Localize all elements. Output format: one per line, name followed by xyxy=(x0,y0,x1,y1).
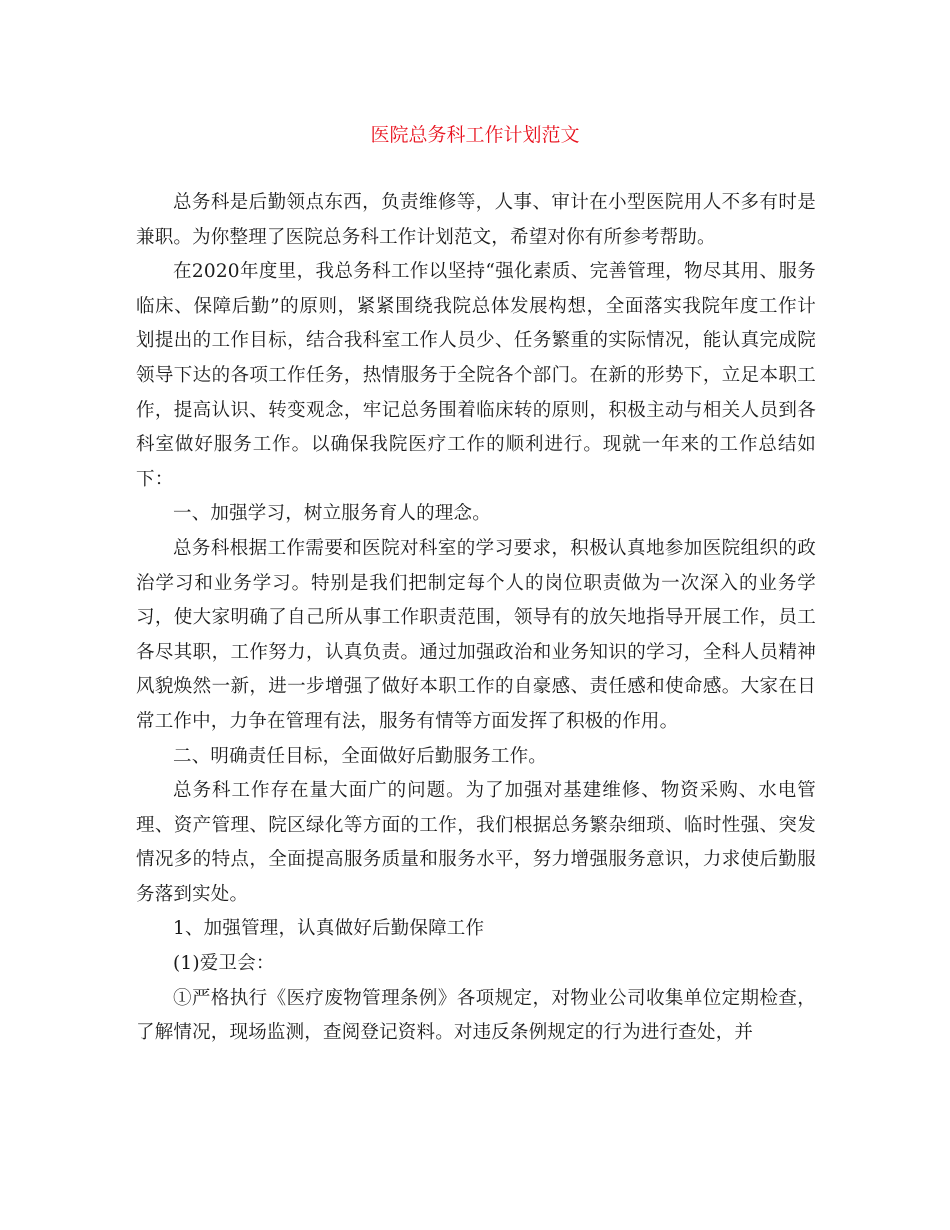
paragraph-medical-waste: ①严格执行《医疗废物管理条例》各项规定，对物业公司收集单位定期检查，了解情况，现场监测，查阅登记资料。对违反条例规定的行为进行查处，并 xyxy=(136,987,816,1044)
document-body xyxy=(136,186,816,1051)
paragraph-intro: 总务科是后勤领点东西，负责维修等，人事、审计在小型医院用人不多有时是兼职。为你整理了医院总务科工作计划范文，希望对你有所参考帮助。 xyxy=(136,192,816,248)
paragraph-overview: 在2020年度里，我总务科工作以坚持“强化素质、完善管理，物尽其用、服务临床、保障后勤”的原则，紧紧围绕我院总体发展构想，全面落实我院年度工作计划提出的工作目标，结合我科室工作人员少、任务繁重的实际情况，能认真完成院领导下达的各项工作任务，热情服务于全院各个部门。在新的形势下，立足本职工作，提高认识、转变观念，牢记总务围着临床转的原则，积极主动与相关人员到各科室做好服务工作。以确保我院医疗工作的顺利进行。现就一年来的工作总结如下： xyxy=(136,261,816,490)
section-heading-1: 一、加强学习，树立服务育人的理念。 xyxy=(173,503,491,525)
section-heading-2: 二、明确责任目标，全面做好后勤服务工作。 xyxy=(173,745,548,767)
item-heading-1: (1)爱卫会： xyxy=(173,953,275,975)
paragraph-responsibility: 总务科工作存在量大面广的问题。为了加强对基建维修、物资采购、水电管理、资产管理、院区绿化等方面的工作，我们根据总务繁杂细琐、临时性强、突发情况多的特点，全面提高服务质量和服务水平，努力增强服务意识，力求使后勤服务落到实处。 xyxy=(136,780,816,905)
document-title: 医院总务科工作计划范文 xyxy=(370,124,580,146)
subsection-heading-1: 1、加强管理，认真做好后勤保障工作 xyxy=(173,918,485,940)
paragraph-study: 总务科根据工作需要和医院对科室的学习要求，积极认真地参加医院组织的政治学习和业务学习。特别是我们把制定每个人的岗位职责做为一次深入的业务学习，使大家明确了自己所从事工作职责范围，领导有的放矢地指导开展工作，员工各尽其职，工作努力，认真负责。通过加强政治和业务知识的学习，全科人员精神风貌焕然一新，进一步增强了做好本职工作的自豪感、责任感和使命感。大家在日常工作中，力争在管理有法，服务有情等方面发挥了积极的作用。 xyxy=(136,537,816,732)
